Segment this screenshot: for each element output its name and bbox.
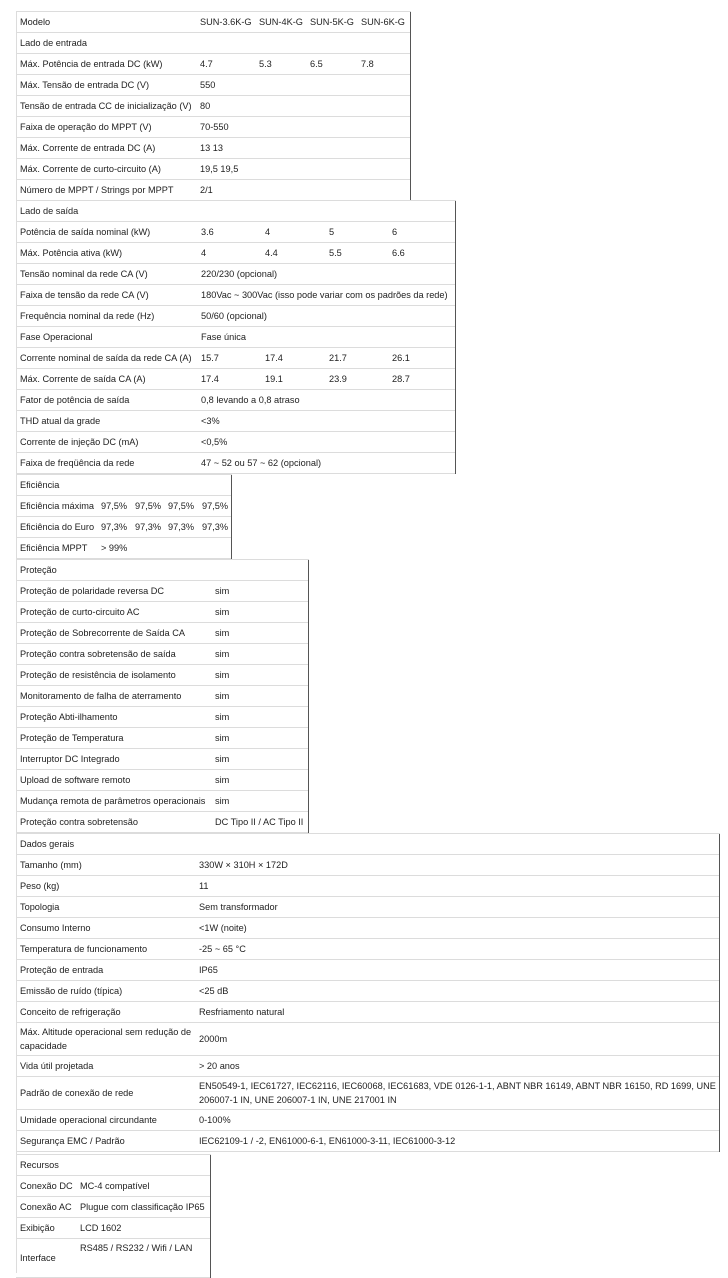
table-right-border	[455, 222, 456, 243]
cell: sim	[211, 644, 308, 665]
table-right-border	[719, 960, 720, 981]
cell: Corrente nominal de saída da rede CA (A)	[16, 348, 197, 369]
table-row	[16, 1239, 211, 1278]
cell: Máx. Corrente de curto-circuito (A)	[16, 159, 196, 180]
table-row	[16, 411, 456, 432]
cell: 6	[388, 222, 455, 243]
cell: 13 13	[196, 138, 410, 159]
table-right-border	[455, 264, 456, 285]
cell: Tensão nominal da rede CA (V)	[16, 264, 197, 285]
cell: Proteção de Temperatura	[16, 728, 211, 749]
table-right-border	[719, 1056, 720, 1077]
table-right-border	[308, 728, 309, 749]
section-title: Eficiência	[16, 475, 231, 496]
cell: Proteção de polaridade reversa DC	[16, 581, 211, 602]
cell: MC-4 compatível	[76, 1176, 210, 1197]
cell: Fase Operacional	[16, 327, 197, 348]
table-row	[16, 1110, 720, 1131]
table-row	[16, 327, 456, 348]
table-row	[16, 602, 309, 623]
cell: Conexão AC	[16, 1197, 76, 1218]
table-row	[16, 54, 411, 75]
output-side-table	[16, 200, 456, 474]
cell: Emissão de ruído (típica)	[16, 981, 195, 1002]
input-side-table	[16, 11, 411, 201]
cell: Mudança remota de parâmetros operacionais	[16, 791, 211, 812]
table-row	[16, 159, 411, 180]
cell: THD atual da grade	[16, 411, 197, 432]
table-row	[16, 707, 309, 728]
table-right-border	[719, 897, 720, 918]
cell: EN50549-1, IEC61727, IEC62116, IEC60068, IEC61683, VDE 0126-1-1, ABNT NBR 16149, ABNT NBR 16150, RD 1699, UNE 206007-1 IN, UNE 206007-1 IN, UNE 217001 IN	[195, 1077, 719, 1110]
cell: > 99%	[97, 538, 231, 559]
table-row	[16, 1131, 720, 1152]
cell: Sem transformador	[195, 897, 719, 918]
cell: > 20 anos	[195, 1056, 719, 1077]
table-row	[16, 96, 411, 117]
cell: 97,3%	[131, 517, 164, 538]
cell: sim	[211, 707, 308, 728]
table-right-border	[308, 581, 309, 602]
cell: 19.1	[261, 369, 325, 390]
cell: 23.9	[325, 369, 388, 390]
table-row	[16, 1077, 720, 1110]
cell: 50/60 (opcional)	[197, 306, 455, 327]
cell: Máx. Corrente de saída CA (A)	[16, 369, 197, 390]
cell: Proteção Abti-ilhamento	[16, 707, 211, 728]
table-right-border	[455, 243, 456, 264]
table-right-border	[455, 453, 456, 474]
cell: <3%	[197, 411, 455, 432]
cell: Potência de saída nominal (kW)	[16, 222, 197, 243]
cell: 0,8 levando a 0,8 atraso	[197, 390, 455, 411]
table-right-border	[231, 496, 232, 517]
table-row	[16, 876, 720, 897]
table-row	[16, 855, 720, 876]
cell: 17.4	[261, 348, 325, 369]
table-right-border	[455, 327, 456, 348]
cell: 97,3%	[198, 517, 231, 538]
cell: sim	[211, 623, 308, 644]
table-row	[16, 390, 456, 411]
cell: Tamanho (mm)	[16, 855, 195, 876]
table-right-border	[308, 665, 309, 686]
cell: 97,5%	[198, 496, 231, 517]
cell: sim	[211, 581, 308, 602]
cell: 17.4	[197, 369, 261, 390]
section-title-row	[16, 1155, 211, 1176]
cell: Tensão de entrada CC de inicialização (V)	[16, 96, 196, 117]
table-right-border	[308, 686, 309, 707]
cell: <25 dB	[195, 981, 719, 1002]
table-row	[16, 644, 309, 665]
cell: 19,5 19,5	[196, 159, 410, 180]
cell: Máx. Tensão de entrada DC (V)	[16, 75, 196, 96]
cell: 5.3	[255, 54, 306, 75]
table-row	[16, 960, 720, 981]
table-row	[16, 243, 456, 264]
cell: Fator de potência de saída	[16, 390, 197, 411]
table-right-border	[719, 918, 720, 939]
efficiency-table	[16, 474, 232, 559]
cell: SUN-5K-G	[306, 12, 357, 33]
section-title: Lado de entrada	[16, 33, 410, 54]
cell: SUN-6K-G	[357, 12, 410, 33]
cell: sim	[211, 665, 308, 686]
cell: Máx. Corrente de entrada DC (A)	[16, 138, 196, 159]
table-right-border	[455, 306, 456, 327]
table-right-border	[210, 1155, 211, 1176]
table-row	[16, 538, 232, 559]
table-row	[16, 117, 411, 138]
table-row	[16, 581, 309, 602]
cell: -25 ~ 65 °C	[195, 939, 719, 960]
table-row	[16, 981, 720, 1002]
cell: sim	[211, 602, 308, 623]
cell: sim	[211, 791, 308, 812]
cell: <1W (noite)	[195, 918, 719, 939]
cell: Modelo	[16, 12, 196, 33]
table-right-border	[455, 369, 456, 390]
cell: Interface	[16, 1239, 76, 1278]
table-row	[16, 75, 411, 96]
cell: 70-550	[196, 117, 410, 138]
table-row	[16, 453, 456, 474]
section-title-row	[16, 33, 411, 54]
cell: Máx. Potência de entrada DC (kW)	[16, 54, 196, 75]
general-data-table	[16, 833, 720, 1152]
cell: 2/1	[196, 180, 410, 201]
cell: sim	[211, 749, 308, 770]
cell: RS485 / RS232 / Wifi / LAN	[76, 1239, 210, 1278]
cell: Plugue com classificação IP65	[76, 1197, 210, 1218]
cell: 21.7	[325, 348, 388, 369]
cell: IEC62109-1 / -2, EN61000-6-1, EN61000-3-11, IEC61000-3-12	[195, 1131, 719, 1152]
cell: 0-100%	[195, 1110, 719, 1131]
cell: Frequência nominal da rede (Hz)	[16, 306, 197, 327]
table-row	[16, 897, 720, 918]
protection-table	[16, 559, 309, 833]
cell: Número de MPPT / Strings por MPPT	[16, 180, 196, 201]
table-right-border	[455, 201, 456, 222]
cell: 97,5%	[131, 496, 164, 517]
cell: 97,5%	[97, 496, 131, 517]
cell: Proteção contra sobretensão de saída	[16, 644, 211, 665]
table-row	[16, 496, 232, 517]
model-header-row	[16, 12, 411, 33]
cell: Proteção de resistência de isolamento	[16, 665, 211, 686]
cell: Eficiência MPPT	[16, 538, 97, 559]
cell: 28.7	[388, 369, 455, 390]
cell: Proteção de entrada	[16, 960, 195, 981]
table-right-border	[410, 12, 411, 33]
table-row	[16, 791, 309, 812]
cell: Peso (kg)	[16, 876, 195, 897]
cell: Corrente de injeção DC (mA)	[16, 432, 197, 453]
table-right-border	[719, 1131, 720, 1152]
table-right-border	[308, 791, 309, 812]
table-row	[16, 1056, 720, 1077]
table-row	[16, 517, 232, 538]
table-row	[16, 138, 411, 159]
table-right-border	[719, 834, 720, 855]
table-right-border	[455, 411, 456, 432]
table-right-border	[210, 1197, 211, 1218]
table-right-border	[410, 33, 411, 54]
table-right-border	[719, 1077, 720, 1110]
cell: 5	[325, 222, 388, 243]
cell: Consumo Interno	[16, 918, 195, 939]
table-right-border	[410, 180, 411, 201]
cell: 26.1	[388, 348, 455, 369]
cell: 4	[197, 243, 261, 264]
cell: Faixa de freqüência da rede	[16, 453, 197, 474]
table-row	[16, 939, 720, 960]
table-row	[16, 686, 309, 707]
table-right-border	[410, 75, 411, 96]
table-row	[16, 1023, 720, 1056]
table-right-border	[210, 1176, 211, 1197]
table-row	[16, 264, 456, 285]
cell: SUN-4K-G	[255, 12, 306, 33]
table-row	[16, 285, 456, 306]
cell: sim	[211, 770, 308, 791]
section-title: Proteção	[16, 560, 308, 581]
cell: sim	[211, 686, 308, 707]
cell: 180Vac ~ 300Vac (isso pode variar com os padrões da rede)	[197, 285, 455, 306]
table-right-border	[231, 475, 232, 496]
cell: Umidade operacional circundante	[16, 1110, 195, 1131]
table-right-border	[410, 138, 411, 159]
cell: 4.7	[196, 54, 255, 75]
table-right-border	[719, 939, 720, 960]
table-right-border	[231, 538, 232, 559]
table-row	[16, 623, 309, 644]
table-row	[16, 432, 456, 453]
cell: 2000m	[195, 1023, 719, 1056]
section-title: Dados gerais	[16, 834, 719, 855]
cell: Eficiência do Euro	[16, 517, 97, 538]
table-row	[16, 1002, 720, 1023]
cell: 3.6	[197, 222, 261, 243]
section-title: Recursos	[16, 1155, 210, 1176]
table-row	[16, 306, 456, 327]
table-right-border	[410, 54, 411, 75]
cell: Temperatura de funcionamento	[16, 939, 195, 960]
table-row	[16, 1176, 211, 1197]
table-right-border	[719, 1110, 720, 1131]
cell: Monitoramento de falha de aterramento	[16, 686, 211, 707]
table-row	[16, 812, 309, 833]
cell: <0,5%	[197, 432, 455, 453]
section-title-row	[16, 834, 720, 855]
table-row	[16, 749, 309, 770]
table-right-border	[308, 623, 309, 644]
cell: Segurança EMC / Padrão	[16, 1131, 195, 1152]
section-title-row	[16, 201, 456, 222]
table-right-border	[410, 96, 411, 117]
cell: 47 ~ 52 ou 57 ~ 62 (opcional)	[197, 453, 455, 474]
cell: 15.7	[197, 348, 261, 369]
table-right-border	[308, 749, 309, 770]
cell: 4.4	[261, 243, 325, 264]
table-right-border	[455, 390, 456, 411]
features-table	[16, 1154, 211, 1278]
cell: Fase única	[197, 327, 455, 348]
cell: Proteção contra sobretensão	[16, 812, 211, 833]
cell: 550	[196, 75, 410, 96]
cell: Máx. Altitude operacional sem redução de capacidade	[16, 1023, 195, 1056]
table-right-border	[308, 770, 309, 791]
table-right-border	[719, 1002, 720, 1023]
section-title: Lado de saída	[16, 201, 455, 222]
table-right-border	[455, 432, 456, 453]
table-right-border	[719, 981, 720, 1002]
cell: Resfriamento natural	[195, 1002, 719, 1023]
table-row	[16, 665, 309, 686]
section-title-row	[16, 475, 232, 496]
cell: 4	[261, 222, 325, 243]
cell: 80	[196, 96, 410, 117]
table-right-border	[719, 1023, 720, 1056]
cell: 6.5	[306, 54, 357, 75]
cell: 6.6	[388, 243, 455, 264]
cell: 7.8	[357, 54, 410, 75]
table-row	[16, 1197, 211, 1218]
cell: Interruptor DC Integrado	[16, 749, 211, 770]
cell: Conexão DC	[16, 1176, 76, 1197]
table-row	[16, 369, 456, 390]
cell: 97,3%	[97, 517, 131, 538]
cell: 220/230 (opcional)	[197, 264, 455, 285]
table-right-border	[231, 517, 232, 538]
table-row	[16, 222, 456, 243]
cell: Exibição	[16, 1218, 76, 1239]
cell: 97,5%	[164, 496, 198, 517]
cell: IP65	[195, 960, 719, 981]
cell: Padrão de conexão de rede	[16, 1077, 195, 1110]
table-row	[16, 918, 720, 939]
table-right-border	[308, 560, 309, 581]
cell: Vida útil projetada	[16, 1056, 195, 1077]
cell: Faixa de tensão da rede CA (V)	[16, 285, 197, 306]
cell: Proteção de Sobrecorrente de Saída CA	[16, 623, 211, 644]
table-row	[16, 180, 411, 201]
cell: DC Tipo II / AC Tipo II	[211, 812, 308, 833]
cell: SUN-3.6K-G	[196, 12, 255, 33]
cell: LCD 1602	[76, 1218, 210, 1239]
cell: Topologia	[16, 897, 195, 918]
cell: 5.5	[325, 243, 388, 264]
cell: sim	[211, 728, 308, 749]
cell: Upload de software remoto	[16, 770, 211, 791]
table-right-border	[308, 812, 309, 833]
cell: 330W × 310H × 172D	[195, 855, 719, 876]
table-right-border	[308, 644, 309, 665]
cell: Proteção de curto-circuito AC	[16, 602, 211, 623]
table-row	[16, 770, 309, 791]
table-right-border	[210, 1218, 211, 1239]
section-title-row	[16, 560, 309, 581]
table-right-border	[455, 285, 456, 306]
table-row	[16, 1218, 211, 1239]
table-right-border	[410, 159, 411, 180]
cell: 11	[195, 876, 719, 897]
cell: Máx. Potência ativa (kW)	[16, 243, 197, 264]
table-right-border	[719, 876, 720, 897]
table-right-border	[308, 707, 309, 728]
table-right-border	[210, 1239, 211, 1278]
cell: 97,3%	[164, 517, 198, 538]
table-row	[16, 728, 309, 749]
cell: Eficiência máxima	[16, 496, 97, 517]
table-right-border	[308, 602, 309, 623]
cell: Faixa de operação do MPPT (V)	[16, 117, 196, 138]
table-right-border	[410, 117, 411, 138]
table-right-border	[455, 348, 456, 369]
cell: Conceito de refrigeração	[16, 1002, 195, 1023]
table-row	[16, 348, 456, 369]
table-right-border	[719, 855, 720, 876]
